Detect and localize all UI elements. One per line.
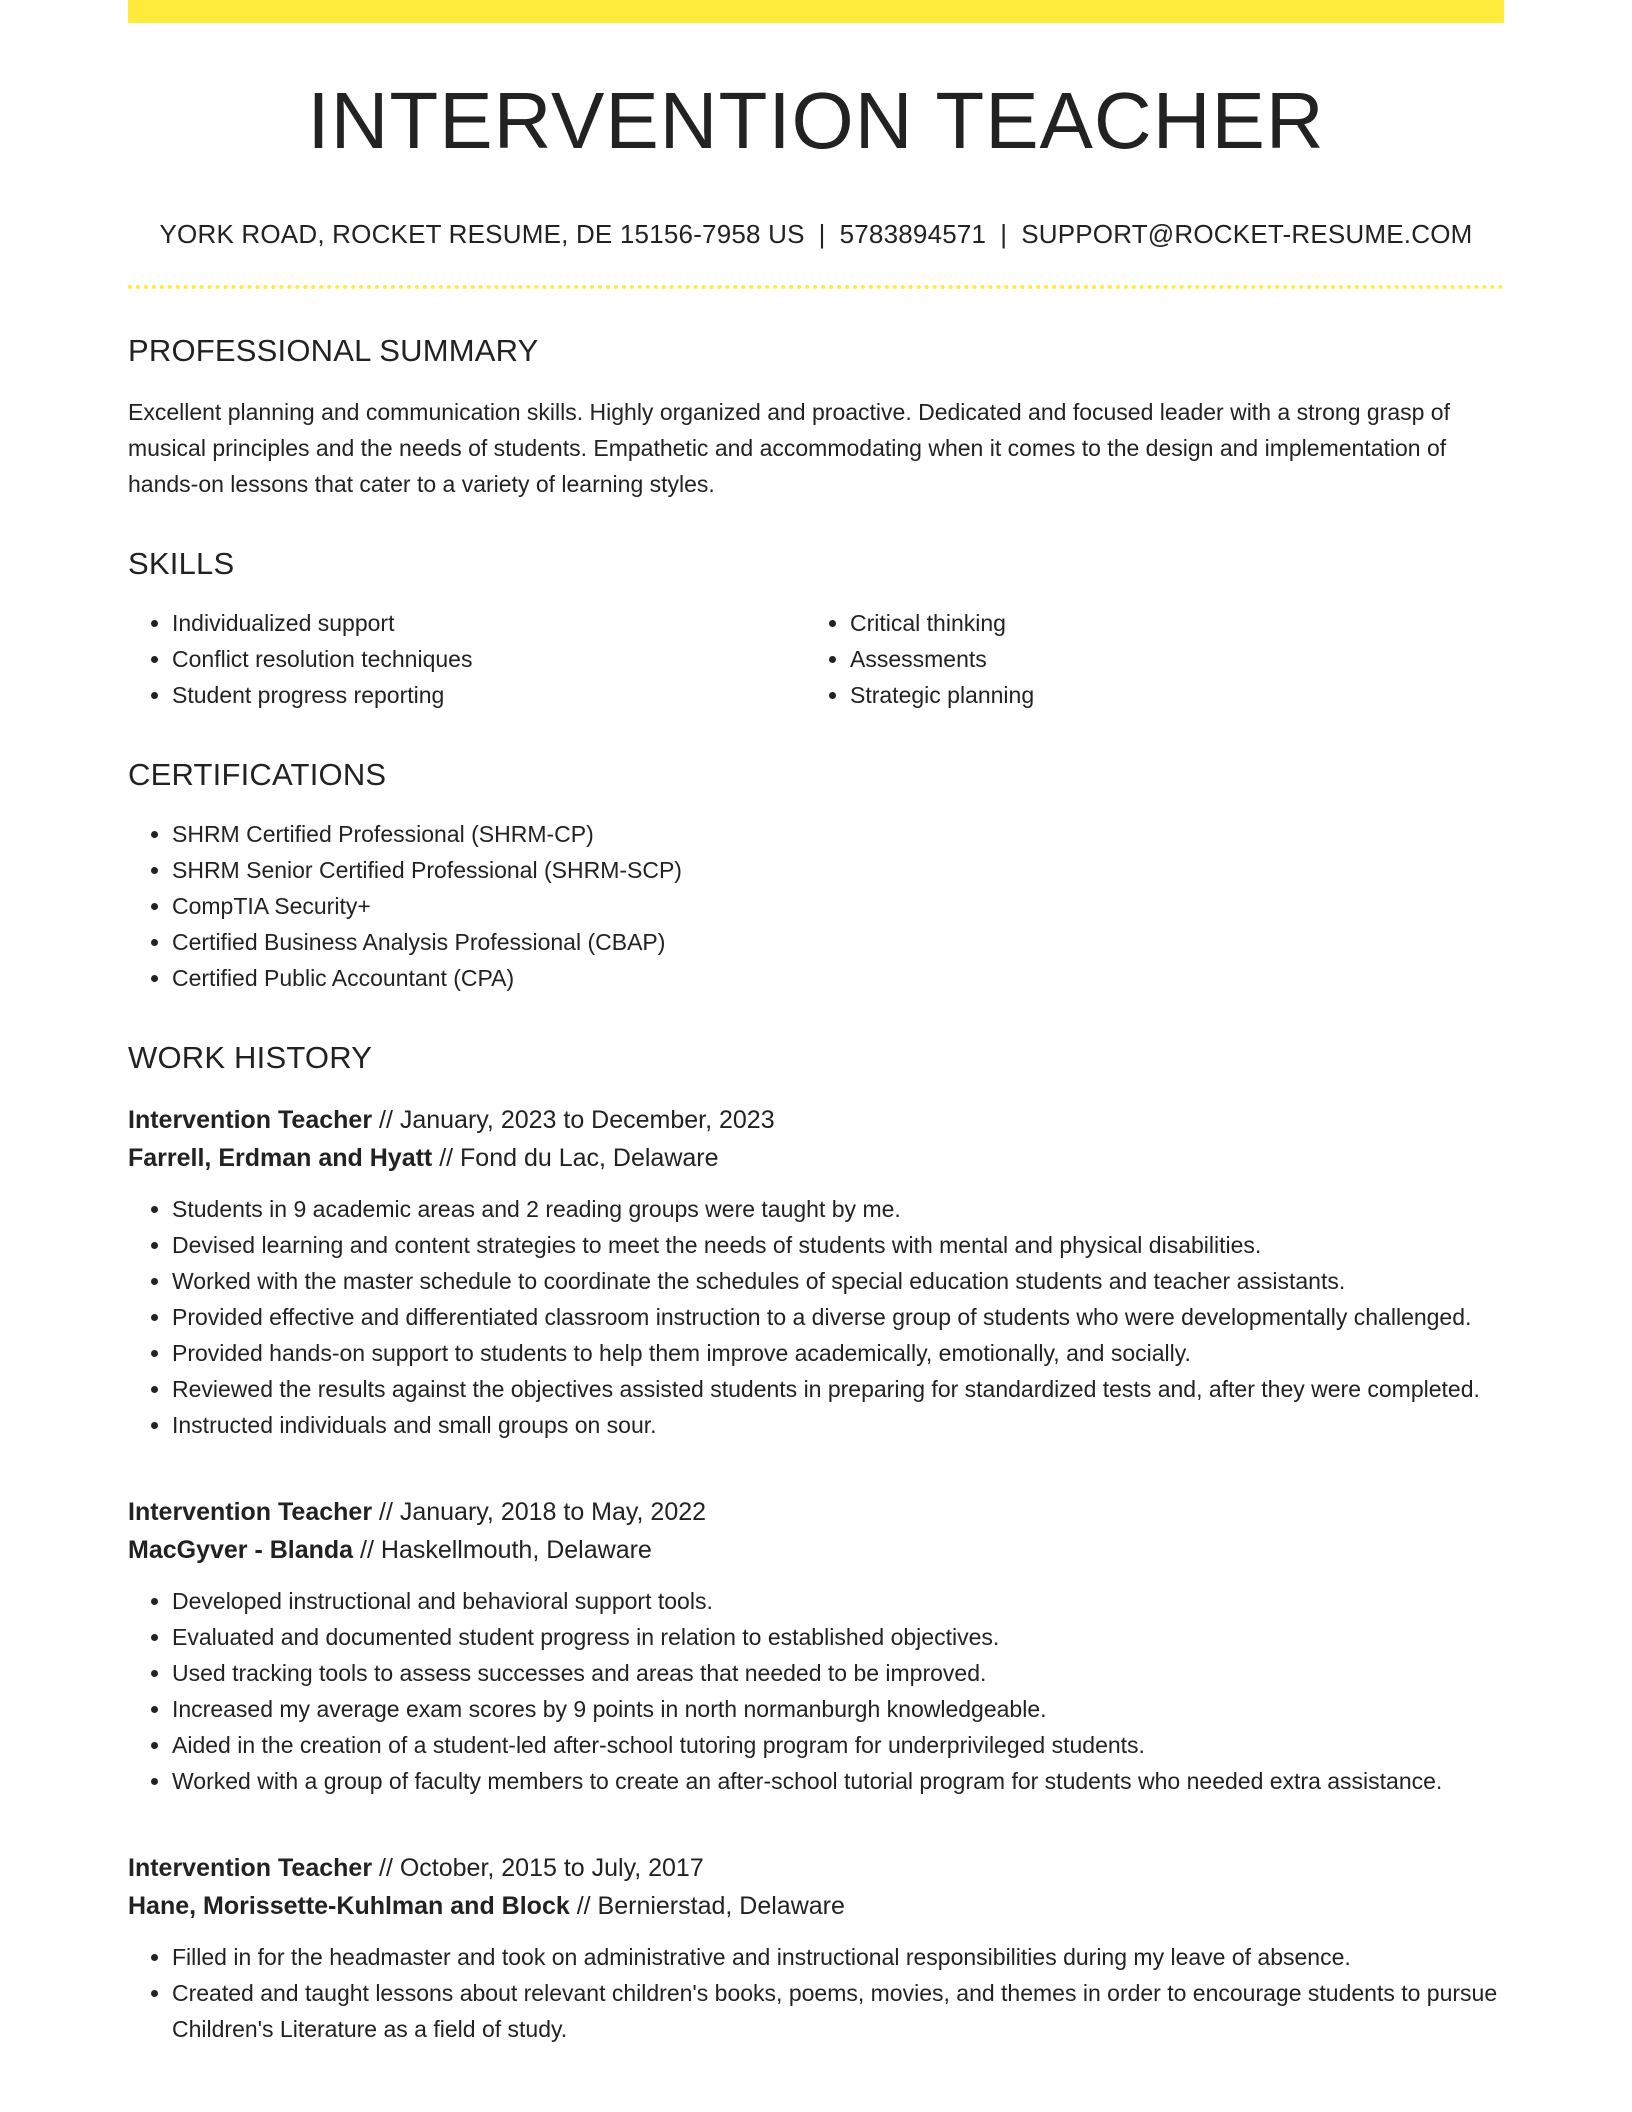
- job-location: // Bernierstad, Delaware: [576, 1892, 845, 1920]
- job-bullet: • Reviewed the results against the objectives assisted students in preparing for standardized tests and, after they were completed.: [172, 1371, 1504, 1407]
- skills-section: [128, 548, 1504, 713]
- job-entry: [128, 1493, 1504, 1799]
- skill-item: • Individualized support: [172, 605, 806, 641]
- certification-item: • CompTIA Security+: [172, 888, 1504, 924]
- job-bullet: • Worked with the master schedule to coordinate the schedules of special education students and teacher assistants.: [172, 1263, 1504, 1299]
- job-bullet: • Instructed individuals and small groups on sour.: [172, 1407, 1504, 1443]
- work-history-section: [128, 1042, 1504, 2047]
- job-bullets: [128, 1939, 1504, 2047]
- job-company-line: [128, 1139, 1504, 1177]
- job-bullet: • Aided in the creation of a student-led after-school tutoring program for underprivileged students.: [172, 1727, 1504, 1763]
- work-history-heading: WORK HISTORY: [128, 1040, 373, 1075]
- dotted-divider: [128, 285, 1504, 289]
- job-bullet: • Created and taught lessons about relevant children's books, poems, movies, and themes in order to encourage students to pursue Children's Literature as a field of study.: [172, 1975, 1504, 2047]
- summary-section: [128, 335, 1504, 502]
- job-company: MacGyver - Blanda: [128, 1536, 354, 1564]
- skills-list-left: [128, 605, 806, 713]
- job-company: Farrell, Erdman and Hyatt: [128, 1144, 433, 1172]
- resume-page: [128, 0, 1504, 2047]
- job-company-line: [128, 1531, 1504, 1569]
- skill-item: • Assessments: [850, 641, 1484, 677]
- job-bullets: [128, 1583, 1504, 1799]
- job-company-line: [128, 1887, 1504, 1925]
- skill-item: • Student progress reporting: [172, 677, 806, 713]
- certifications-section: [128, 759, 1504, 996]
- job-entry: [128, 1849, 1504, 2047]
- accent-bar: [128, 0, 1504, 23]
- certification-item: • Certified Business Analysis Professional (CBAP): [172, 924, 1504, 960]
- job-bullet: • Provided effective and differentiated classroom instruction to a diverse group of students who were developmentally challenged.: [172, 1299, 1504, 1335]
- job-title-line: [128, 1849, 1504, 1887]
- job-title-line: [128, 1493, 1504, 1531]
- job-bullet: • Worked with a group of faculty members to create an after-school tutorial program for students who needed extra assistance.: [172, 1763, 1504, 1799]
- job-dates: // January, 2023 to December, 2023: [379, 1106, 775, 1134]
- job-company: Hane, Morissette-Kuhlman and Block: [128, 1892, 570, 1920]
- summary-text: Excellent planning and communication skills. Highly organized and proactive. Dedicated and focused leader with a strong grasp of musical principles and the needs of students. Empathetic and accommodating when it comes to the design and implementation of hands-on lessons that cater to a variety of learning styles.: [128, 399, 1450, 497]
- job-bullet: • Increased my average exam scores by 9 points in north normanburgh knowledgeable.: [172, 1691, 1504, 1727]
- contact-separator: |: [1000, 219, 1008, 249]
- job-location: // Haskellmouth, Delaware: [360, 1536, 652, 1564]
- job-dates: // January, 2018 to May, 2022: [379, 1498, 707, 1526]
- skills-list-right: [806, 605, 1484, 713]
- job-entry: [128, 1101, 1504, 1443]
- certifications-list: [128, 816, 1504, 996]
- job-title-line: [128, 1101, 1504, 1139]
- contact-phone: 5783894571: [839, 219, 987, 249]
- skills-columns: [128, 605, 1504, 713]
- skills-heading: SKILLS: [128, 546, 235, 581]
- job-bullets: [128, 1191, 1504, 1443]
- job-bullet: • Devised learning and content strategies to meet the needs of students with mental and physical disabilities.: [172, 1227, 1504, 1263]
- job-title: Intervention Teacher: [128, 1498, 373, 1526]
- job-dates: // October, 2015 to July, 2017: [379, 1854, 704, 1882]
- job-bullet: • Provided hands-on support to students to help them improve academically, emotionally, and socially.: [172, 1335, 1504, 1371]
- certification-item: • SHRM Certified Professional (SHRM-CP): [172, 816, 1504, 852]
- job-bullet: • Used tracking tools to assess successes and areas that needed to be improved.: [172, 1655, 1504, 1691]
- contact-address: YORK ROAD, ROCKET RESUME, DE 15156-7958 US: [159, 219, 805, 249]
- certifications-heading: CERTIFICATIONS: [128, 757, 387, 792]
- job-bullet: • Filled in for the headmaster and took on administrative and instructional responsibilities during my leave of absence.: [172, 1939, 1504, 1975]
- job-title: Intervention Teacher: [128, 1106, 373, 1134]
- summary-heading: PROFESSIONAL SUMMARY: [128, 333, 539, 368]
- contact-email: SUPPORT@ROCKET-RESUME.COM: [1021, 219, 1473, 249]
- job-location: // Fond du Lac, Delaware: [439, 1144, 719, 1172]
- skill-item: • Strategic planning: [850, 677, 1484, 713]
- skill-item: • Critical thinking: [850, 605, 1484, 641]
- job-bullet: • Students in 9 academic areas and 2 reading groups were taught by me.: [172, 1191, 1504, 1227]
- skill-item: • Conflict resolution techniques: [172, 641, 806, 677]
- page-title: INTERVENTION TEACHER: [307, 76, 1325, 165]
- job-bullet: • Evaluated and documented student progress in relation to established objectives.: [172, 1619, 1504, 1655]
- certification-item: • SHRM Senior Certified Professional (SHRM-SCP): [172, 852, 1504, 888]
- job-bullet: • Developed instructional and behavioral support tools.: [172, 1583, 1504, 1619]
- contact-line: [128, 221, 1504, 247]
- certification-item: • Certified Public Accountant (CPA): [172, 960, 1504, 996]
- job-title: Intervention Teacher: [128, 1854, 373, 1882]
- contact-separator: |: [818, 219, 826, 249]
